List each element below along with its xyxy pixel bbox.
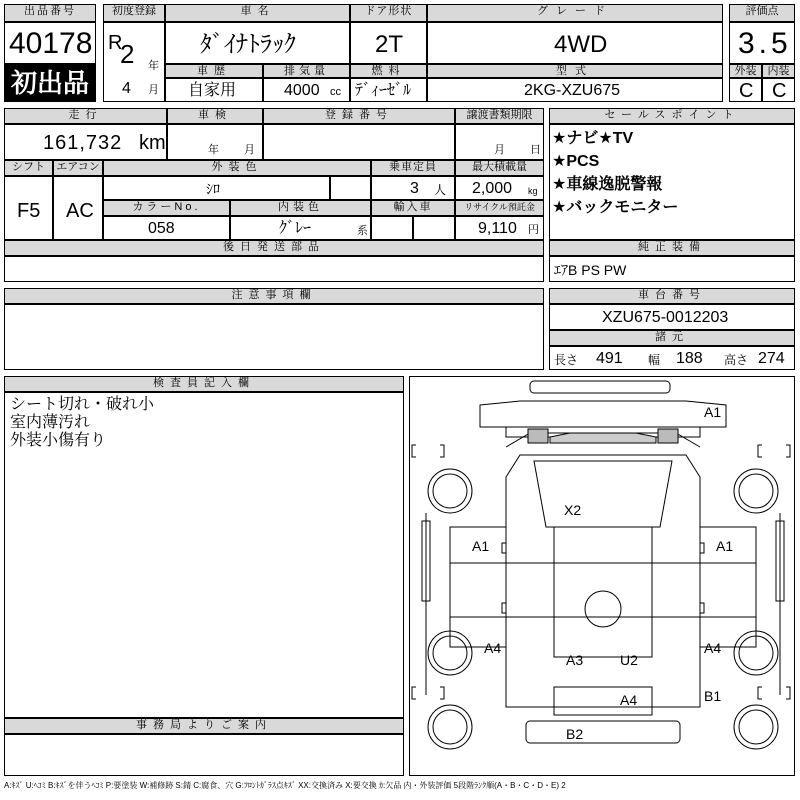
int-color-header: 内装色 — [230, 200, 371, 216]
chassis-number: XZU675-0012203 — [602, 309, 729, 326]
capacity-cell: 3 人 — [371, 176, 455, 200]
ac-header: エアコン — [53, 160, 103, 176]
damage-mark: A4 — [484, 640, 502, 656]
first-listing-badge: 初出品 — [4, 64, 96, 102]
mileage: 161,732 — [43, 132, 123, 154]
fuel-cell: ﾃﾞｨｰｾﾞﾙ — [350, 78, 427, 102]
later-parts-header: 後日発送部品 — [4, 240, 544, 256]
damage-mark: A4 — [704, 640, 722, 656]
displacement-cell: 4000 cc — [263, 78, 350, 102]
car-name: ﾀﾞｲﾅﾄﾗｯｸ — [200, 31, 296, 58]
inspector-note: 外装小傷有り — [10, 432, 107, 449]
damage-mark: A3 — [566, 652, 584, 668]
inspector-note: シート切れ・破れ小 — [10, 396, 155, 413]
interior-header: 内装 — [762, 64, 795, 78]
grade-cell: 4WD — [427, 22, 723, 64]
exterior-cell: C — [729, 78, 762, 102]
sales-point: ★車線逸脱警報 — [552, 176, 663, 193]
transfer-header: 譲渡書類期限 — [455, 108, 544, 124]
history-cell: 自家用 — [165, 78, 263, 102]
capacity-header: 乗車定員 — [371, 160, 455, 176]
score-cell — [729, 22, 795, 64]
sales-header: セールスポイント — [549, 108, 795, 124]
sales-points-cell — [549, 124, 795, 240]
history-header: 車歴 — [165, 64, 263, 78]
max-load-cell: 2,000 kg — [455, 176, 544, 200]
damage-mark: X2 — [564, 502, 582, 518]
inspector-header: 検査員記入欄 — [4, 376, 404, 392]
office-header: 事務局よりご案内 — [4, 718, 404, 734]
first-reg-header: 初度登録 — [103, 4, 165, 22]
recycle-header: リサイクル預託金 — [455, 200, 544, 216]
lot-no-cell — [4, 22, 96, 64]
damage-diagram — [409, 376, 795, 776]
damage-mark: A1 — [704, 404, 722, 420]
color-no-cell: 058 — [103, 216, 230, 240]
car-name-cell — [165, 22, 350, 64]
mileage-cell: 161,732 km — [4, 124, 167, 160]
import-cell-1 — [371, 216, 413, 240]
sales-point: ★PCS — [552, 153, 600, 170]
equip-cell: ｴｱB PS PW — [549, 256, 795, 282]
reg-no-header: 登録番号 — [263, 108, 455, 124]
office-cell — [4, 734, 404, 776]
damage-mark: U2 — [620, 652, 638, 668]
dims-header: 諸元 — [549, 330, 795, 346]
inspection-cell: 年 月 — [167, 124, 263, 160]
reg-no-cell — [263, 124, 455, 160]
caution-cell — [4, 304, 544, 370]
damage-mark: A1 — [716, 538, 734, 554]
color-no-header: カラーNo. — [103, 200, 230, 216]
recycle-cell: 9,110 円 — [455, 216, 544, 240]
inspector-note: 室内薄汚れ — [10, 414, 91, 431]
first-reg-cell: R 2 年 4 月 — [103, 22, 165, 102]
car-name-header: 車名 — [165, 4, 350, 22]
inspection-header: 車検 — [167, 108, 263, 124]
import-cell-2 — [413, 216, 455, 240]
sales-point: ★バックモニター — [552, 199, 679, 216]
lot-no: 40178 — [9, 27, 93, 60]
score-header: 評価点 — [729, 4, 795, 22]
grade-header: グレード — [427, 4, 723, 22]
interior-cell: C — [762, 78, 795, 102]
color-extra-cell — [330, 176, 371, 200]
fuel-header: 燃料 — [350, 64, 427, 78]
chassis-header: 車台番号 — [549, 288, 795, 304]
exterior-header: 外装 — [729, 64, 762, 78]
chassis-cell — [549, 304, 795, 330]
import-header: 輸入車 — [371, 200, 455, 216]
max-load-header: 最大積載量 — [455, 160, 544, 176]
model-cell: 2KG-XZU675 — [427, 78, 723, 102]
lot-no-header: 出品番号 — [4, 4, 96, 22]
shift-cell: F5 — [4, 176, 53, 240]
equip-header: 純正装備 — [549, 240, 795, 256]
color-header: 外装色 — [103, 160, 371, 176]
door-header: ドア形状 — [350, 4, 427, 22]
door-cell: 2T — [350, 22, 427, 64]
int-color-cell: ｸﾞﾚｰ 系 — [230, 216, 371, 240]
car-outline — [410, 377, 796, 777]
score: 3.5 — [738, 27, 792, 60]
damage-mark: A1 — [472, 538, 490, 554]
color-cell: ｼﾛ — [103, 176, 330, 200]
dims-cell: 長さ 491 幅 188 高さ 274 — [549, 346, 795, 370]
inspector-cell — [4, 392, 404, 718]
ac-cell: AC — [53, 176, 103, 240]
caution-header: 注意事項欄 — [4, 288, 544, 304]
sales-point: ★ナビ★TV — [552, 130, 634, 147]
transfer-cell: 月 日 — [455, 124, 544, 160]
mileage-header: 走行 — [4, 108, 167, 124]
damage-mark: B2 — [566, 726, 584, 742]
damage-mark: A4 — [620, 692, 638, 708]
later-parts-cell — [4, 256, 544, 282]
legend: A:ｷｽﾞ U:ﾍｺﾐ B:ｷｽﾞを伴うﾍｺﾐ P:要塗装 W:補修跡 S:錆 C:腐食、穴 G:ﾌﾛﾝﾄｶﾞﾗｽ点ｷｽﾞ XX:交換済み X:要交換 ｶ:欠品 内・外装評価 5段階ﾗﾝｸ順(A・B・C・D・E) 2 — [4, 781, 566, 790]
shift-header: シフト — [4, 160, 53, 176]
model-header: 型式 — [427, 64, 723, 78]
damage-mark: B1 — [704, 688, 722, 704]
displacement-header: 排気量 — [263, 64, 350, 78]
